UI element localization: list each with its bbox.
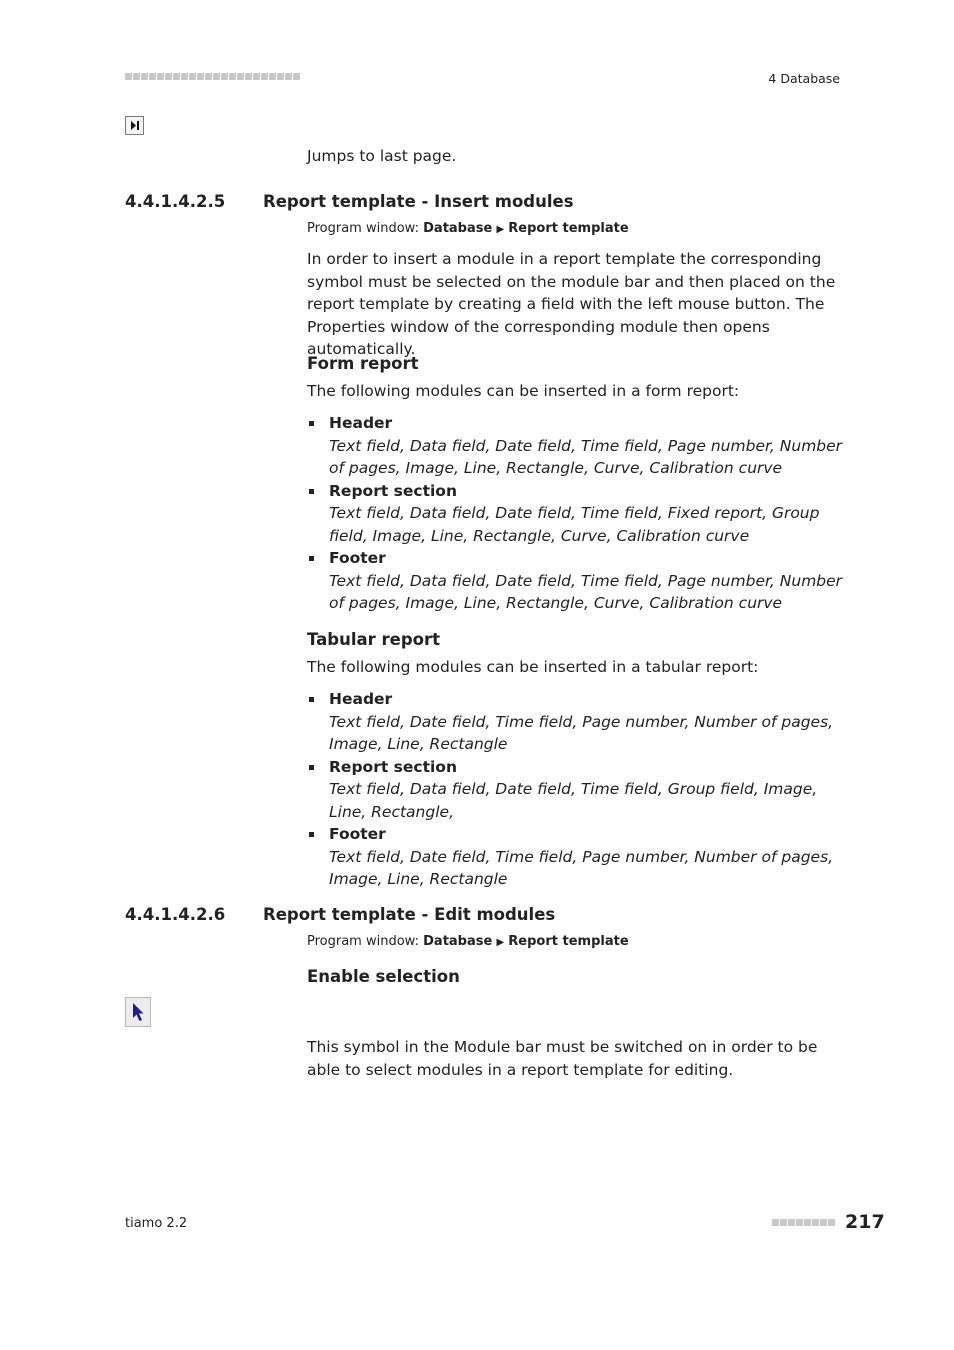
chapter-title: 4 Database (768, 71, 840, 86)
tabular-report-heading: Tabular report (307, 630, 440, 649)
last-page-description: Jumps to last page. (307, 147, 457, 165)
list-item (307, 688, 847, 756)
list-item-label: Header (329, 690, 393, 708)
path-arrow-icon: ▶ (496, 224, 505, 235)
page-number: 217 (845, 1211, 885, 1233)
list-item (307, 547, 847, 615)
path-report-template: Report template (508, 221, 629, 236)
section-paragraph: In order to insert a module in a report template the corresponding symbol must be selected on the module bar and then placed on the report template by creating a field with the left mouse button. The Properties window of the corresponding module then opens automatically. (307, 250, 836, 358)
tabular-report-intro: The following modules can be inserted in a tabular report: (307, 658, 759, 676)
list-item (307, 823, 847, 891)
form-report-heading: Form report (307, 354, 419, 373)
section-title: Report template - Edit modules (263, 905, 556, 924)
list-item-modules: Text field, Date field, Time field, Page number, Number of pages, Image, Line, Rectangle (329, 712, 834, 753)
footer-decoration (772, 1219, 835, 1226)
list-item-label: Footer (329, 825, 386, 843)
section-number: 4.4.1.4.2.5 (125, 192, 226, 211)
list-item-modules: Text field, Date field, Time field, Page number, Number of pages, Image, Line, Rectangle (329, 847, 834, 888)
list-item-modules: Text field, Data field, Date field, Time field, Group field, Image, Line, Rectangle, (329, 780, 818, 821)
select-arrow-icon (125, 997, 151, 1027)
path-report-template: Report template (508, 934, 629, 949)
list-item-modules: Text field, Data field, Date field, Time field, Fixed report, Group field, Image, Line, Rectangle, Curve, Calibration curve (329, 504, 820, 545)
list-item (307, 480, 847, 548)
program-window-path (307, 934, 629, 949)
path-arrow-icon: ▶ (496, 937, 505, 948)
list-item-modules: Text field, Data field, Date field, Time field, Page number, Number of pages, Image, Line, Rectangle, Curve, Calibration curve (329, 571, 843, 612)
program-window-label: Program window: (307, 934, 419, 949)
program-window-label: Program window: (307, 221, 419, 236)
list-item-label: Report section (329, 481, 457, 500)
list-item-label: Footer (329, 549, 386, 567)
list-item-label: Header (329, 414, 393, 432)
tabular-report-list (307, 688, 847, 891)
form-report-list (307, 412, 847, 615)
program-window-path (307, 221, 629, 236)
last-page-icon (125, 116, 144, 135)
list-item (307, 756, 847, 824)
path-database: Database (423, 934, 493, 949)
product-name: tiamo 2.2 (125, 1216, 188, 1231)
path-database: Database (423, 221, 493, 236)
list-item (307, 412, 847, 480)
list-item-modules: Text field, Data field, Date field, Time field, Page number, Number of pages, Image, Line, Rectangle, Curve, Calibration curve (329, 436, 843, 477)
enable-selection-heading: Enable selection (307, 967, 460, 986)
header-decoration (125, 73, 300, 80)
enable-selection-description: This symbol in the Module bar must be switched on in order to be able to select modules in a report template for editing. (307, 1038, 818, 1079)
list-item-label: Report section (329, 757, 457, 776)
section-title: Report template - Insert modules (263, 192, 574, 211)
section-number: 4.4.1.4.2.6 (125, 905, 226, 924)
form-report-intro: The following modules can be inserted in a form report: (307, 382, 740, 400)
